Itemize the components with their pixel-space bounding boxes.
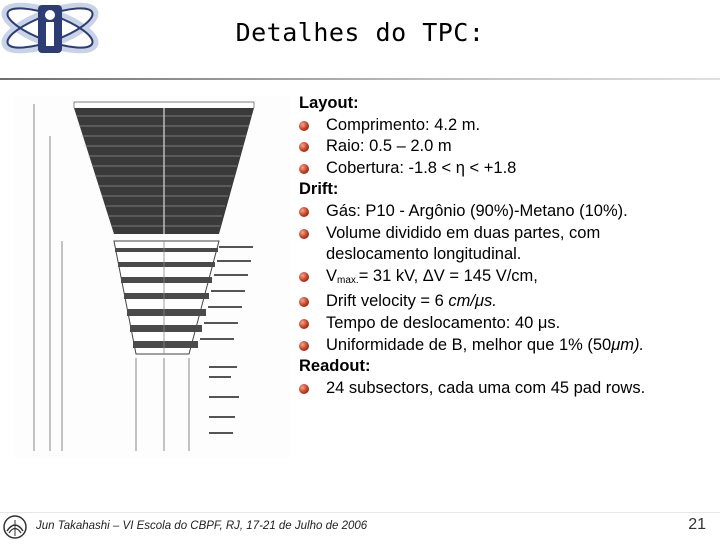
red-sphere-bullet-icon [299,297,309,307]
list-item-text: Comprimento: 4.2 m. [326,115,481,134]
list-item [299,136,719,158]
drift-time-text: Tempo de deslocamento: 40 μs. [326,313,561,332]
uniformity-unit: μm). [611,335,645,354]
slide-title: Detalhes do TPC: [235,18,485,47]
list-item [299,115,719,137]
red-sphere-bullet-icon [299,272,309,282]
list-item-text: Volume dividido em duas partes, com [326,223,601,242]
title-divider [0,78,720,80]
red-sphere-bullet-icon [299,121,309,131]
content-bullets [299,93,719,399]
list-item [299,335,719,357]
list-item [299,223,719,266]
section-heading-layout: Layout: [299,94,359,112]
tpc-sector-diagram [14,96,290,458]
list-item-text: Gás: P10 - Argônio (90%)-Metano (10%). [326,201,628,220]
list-item-text-continued: deslocamento longitudinal. [326,245,522,264]
footer-credit: Jun Takahashi – VI Escola do CBPF, RJ, 17-21 de Julho de 2006 [36,520,368,532]
drift-velocity-unit: cm/μs. [448,292,497,311]
drift-velocity-text: Drift velocity = 6 [326,292,449,311]
red-sphere-bullet-icon [299,319,309,329]
list-item [299,378,719,400]
vmax-symbol: V [326,266,338,285]
page-number: 21 [688,516,706,533]
list-item [299,313,719,335]
list-item-text: 24 subsectors, cada uma com 45 pad rows. [326,378,646,397]
footer-divider [0,512,720,513]
list-item [299,201,719,223]
red-sphere-bullet-icon [299,384,309,394]
list-item-text: Cobertura: -1.8 < η < +1.8 [326,158,517,177]
section-heading-drift: Drift: [299,180,339,199]
red-sphere-bullet-icon [299,164,309,174]
list-item [299,158,719,180]
list-item [299,266,719,292]
list-item [299,291,719,313]
uniformity-text: Uniformidade de B, melhor que 1% (50 [326,335,612,354]
red-sphere-bullet-icon [299,229,309,239]
red-sphere-bullet-icon [299,341,309,351]
vmax-text: = 31 kV, ΔV = 145 V/cm, [358,266,538,285]
section-heading-readout: Readout: [299,357,371,376]
red-sphere-bullet-icon [299,142,309,152]
list-item-text: Raio: 0.5 – 2.0 m [326,137,452,156]
vmax-subscript: max. [337,274,359,286]
unicamp-logo-icon [2,514,28,540]
red-sphere-bullet-icon [299,207,309,217]
